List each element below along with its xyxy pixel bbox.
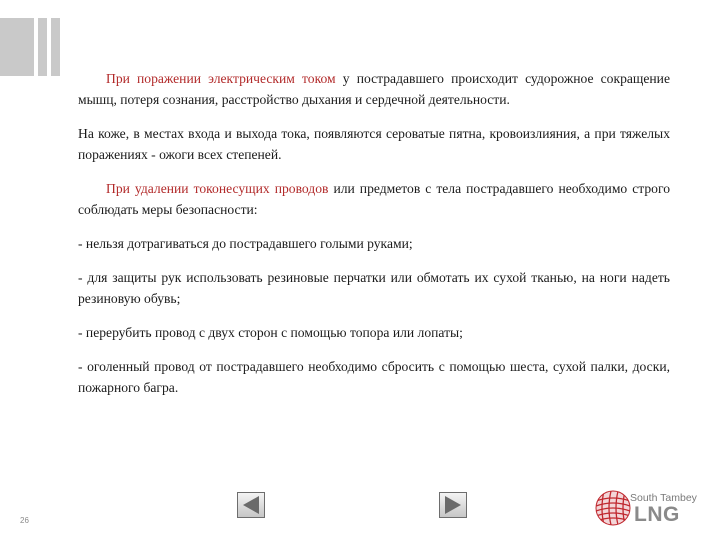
paragraph-text: - нельзя дотрагиваться до пострадавшего голыми руками;	[78, 236, 413, 251]
paragraph-text: - перерубить провод с двух сторон с помощью топора или лопаты;	[78, 325, 463, 340]
next-slide-button[interactable]	[439, 492, 467, 518]
previous-slide-button[interactable]	[237, 492, 265, 518]
logo-text-south-tambey: South Tambey	[630, 492, 697, 504]
decorative-bars	[0, 18, 64, 76]
list-item	[78, 233, 670, 254]
list-item	[78, 267, 670, 309]
paragraph-text: - оголенный провод от пострадавшего необходимо сбросить с помощью шеста, сухой палки, доски, пожарного багра.	[78, 359, 670, 395]
paragraph-text: На коже, в местах входа и выхода тока, появляются сероватые пятна, кровоизлияния, а при тяжелых поражениях - ожоги всех степеней.	[78, 126, 670, 162]
paragraph-wire-removal	[78, 178, 670, 220]
page-number: 26	[20, 516, 29, 525]
list-item	[78, 322, 670, 343]
list-item	[78, 356, 670, 398]
highlight-phrase: При удалении токонесущих проводов	[106, 181, 329, 196]
paragraph-text: - для защиты рук использовать резиновые перчатки или обмотать их сухой тканью, на ноги надеть резиновую обувь;	[78, 270, 670, 306]
globe-icon	[594, 487, 632, 529]
decor-bar-wide	[0, 18, 34, 76]
paragraph-electric-shock	[78, 68, 670, 110]
paragraph-text: или предметов с тела пострадавшего необходимо строго соблюдать меры безопасности:	[78, 181, 671, 217]
slide-body	[78, 68, 670, 411]
paragraph-skin-marks	[78, 123, 670, 165]
logo-text-lng: LNG	[634, 503, 680, 526]
decor-bar-narrow	[38, 18, 47, 76]
company-logo	[594, 487, 706, 529]
highlight-phrase: При поражении электрическим током	[106, 71, 336, 86]
triangle-left-icon	[243, 496, 259, 514]
decor-bar-narrow	[51, 18, 60, 76]
paragraph-text: у пострадавшего происходит судорожное сокращение мышц, потеря сознания, расстройство дыхания и сердечной деятельности.	[78, 71, 670, 107]
triangle-right-icon	[445, 496, 461, 514]
